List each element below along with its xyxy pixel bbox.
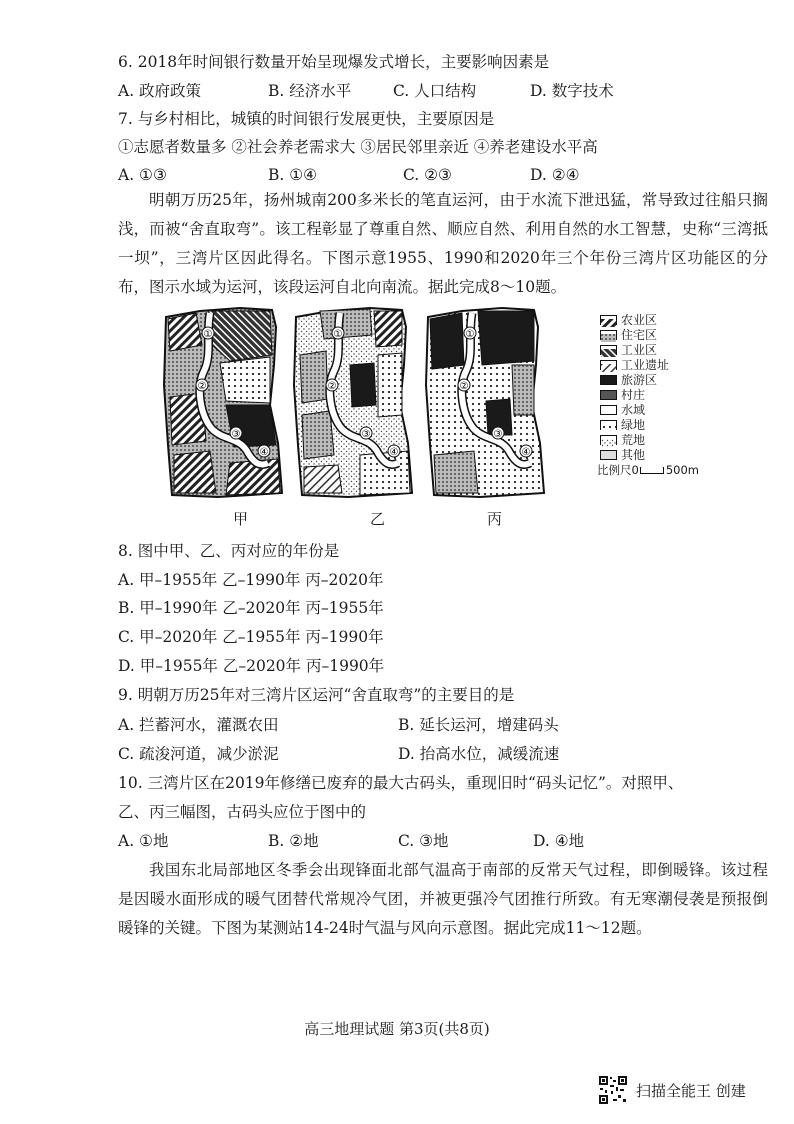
q9-option-a: A. 拦蓄河水，灌溉农田 [118, 716, 279, 734]
legend-label: 荒地 [621, 433, 646, 447]
legend-label: 工业区 [621, 343, 658, 357]
legend-item-other [600, 447, 669, 462]
camscanner-watermark [598, 1075, 746, 1105]
map-jia [160, 305, 284, 500]
legend-item-wasteland [600, 432, 669, 447]
q6-option-b: B. 经济水平 [268, 82, 352, 100]
watermark-text: 扫描全能王 创建 [636, 1081, 746, 1100]
q10-stem-line1: 10. 三湾片区在2019年修缮已废弃的最大古码头，重现旧时“码头记忆”。对照甲、 [118, 774, 684, 792]
legend-item-village [600, 387, 669, 402]
legend-label: 绿地 [621, 418, 646, 432]
q9-option-c: C. 疏浚河道，减少淤泥 [118, 745, 279, 763]
map-bing-circle-2: ② [459, 381, 469, 392]
legend-label: 旅游区 [621, 373, 658, 387]
map-yi [290, 305, 414, 500]
q10-option-c: C. ③地 [398, 832, 449, 850]
legend-label: 工业遗址 [621, 358, 670, 372]
q8-option-a: A. 甲–1955年 乙–1990年 丙–2020年 [118, 571, 384, 589]
q6-option-c: C. 人口结构 [393, 82, 477, 100]
scale-value: 500m [665, 463, 699, 477]
legend-label: 农业区 [621, 313, 658, 327]
legend-item-water [600, 402, 669, 417]
q7-option-d: D. ②④ [530, 166, 580, 184]
q6-option-d: D. 数字技术 [530, 82, 614, 100]
q7-option-c: C. ②③ [403, 166, 452, 184]
passage-sanwan [118, 186, 768, 302]
map-scale [597, 462, 699, 478]
map-label-yi: 乙 [370, 510, 386, 528]
legend-item-industrial [600, 342, 669, 357]
map-bing [422, 305, 546, 500]
q8-option-d: D. 甲–1955年 乙–2020年 丙–1990年 [118, 657, 385, 675]
q6-stem: 6. 2018年时间银行数量开始呈现爆发式增长，主要影响因素是 [118, 53, 550, 71]
q9-option-d: D. 抬高水位，减缓流速 [398, 745, 560, 763]
map-bing-circle-1: ① [465, 329, 475, 340]
legend-item-heritage [600, 357, 669, 372]
q9-option-b: B. 延长运河，增建码头 [398, 716, 559, 734]
legend-label: 村庄 [621, 388, 646, 402]
q10-option-a: A. ①地 [118, 832, 169, 850]
passage-sanwan-text: 明朝万历25年，扬州城南200多米长的笔直运河，由于水流下泄迅猛，常导致过往船只搁浅，而被“舍直取弯”。该工程彰显了尊重自然、顺应自然、利用自然的水工智慧，史称“三湾抵一坝”，三湾片区因此得名。下图示意1955、1990和2020年三个年份三湾片区功能区的分布，图示水域为运河，该段运河自北向南流。据此完成8～10题。 [118, 191, 768, 296]
legend-item-green [600, 417, 669, 432]
scale-zero: 0 [631, 463, 639, 477]
q10-stem-line2: 乙、丙三幅图，古码头应位于图中的 [118, 803, 367, 821]
q8-stem: 8. 图中甲、乙、丙对应的年份是 [118, 542, 340, 560]
q7-option-a: A. ①③ [118, 166, 167, 184]
map-label-jia: 甲 [233, 510, 249, 528]
legend-label: 住宅区 [621, 328, 658, 342]
legend-label: 水域 [621, 403, 646, 417]
q7-items: ①志愿者数量多 ②社会养老需求大 ③居民邻里亲近 ④养老建设水平高 [118, 138, 598, 156]
q10-option-d: D. ④地 [533, 832, 585, 850]
map-bing-circle-4: ④ [521, 447, 531, 458]
q7-option-b: B. ①④ [268, 166, 318, 184]
sanwan-maps-figure [160, 305, 600, 505]
q9-stem: 9. 明朝万历25年对三湾片区运河“舍直取弯”的主要目的是 [118, 686, 515, 704]
map-jia-circle-2: ② [197, 381, 207, 392]
page-footer: 高三地理试题 第3页(共8页) [304, 1020, 490, 1038]
map-label-bing: 丙 [487, 510, 503, 528]
q10-option-b: B. ②地 [268, 832, 319, 850]
passage-warm-front-text: 我国东北局部地区冬季会出现锋面北部气温高于南部的反常天气过程，即倒暖锋。该过程是因暖水面形成的暖气团替代常规冷气团，并被更强冷气团推行所致。有无寒潮侵袭是预报倒暖锋的关键。下图为某测站14-24时气温与风向示意图。据此完成11～12题。 [118, 861, 768, 937]
q8-option-b: B. 甲–1990年 乙–2020年 丙–1955年 [118, 599, 384, 617]
map-jia-circle-4: ④ [259, 447, 269, 458]
legend-item-tourism [600, 372, 669, 387]
qr-code-icon [598, 1075, 628, 1105]
map-yi-circle-2: ② [327, 381, 337, 392]
q8-option-c: C. 甲–2020年 乙–1955年 丙–1990年 [118, 628, 384, 646]
map-jia-circle-1: ① [203, 329, 213, 340]
scale-bar [640, 467, 664, 474]
map-legend [600, 312, 669, 462]
passage-warm-front [118, 856, 768, 943]
map-yi-circle-3: ③ [361, 429, 371, 440]
map-bing-circle-3: ③ [493, 429, 503, 440]
legend-label: 其他 [621, 448, 646, 462]
q6-option-a: A. 政府政策 [118, 82, 202, 100]
legend-item-residential [600, 327, 669, 342]
q7-stem: 7. 与乡村相比，城镇的时间银行发展更快，主要原因是 [118, 110, 495, 128]
map-yi-circle-4: ④ [389, 447, 399, 458]
map-yi-circle-1: ① [333, 329, 343, 340]
scale-label: 比例尺 [597, 463, 632, 477]
map-jia-circle-3: ③ [231, 429, 241, 440]
legend-item-agri [600, 312, 669, 327]
